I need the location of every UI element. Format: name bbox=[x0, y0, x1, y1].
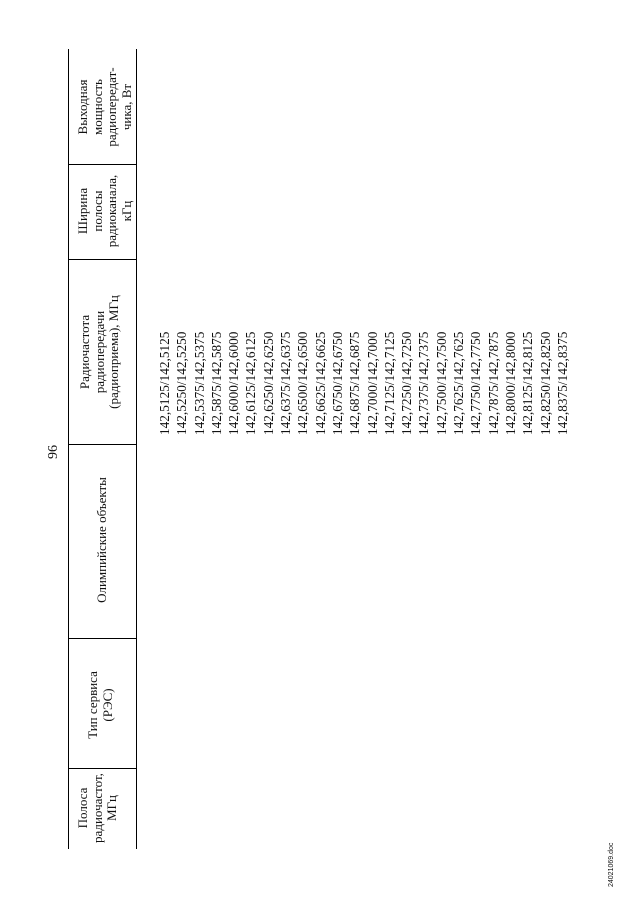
header-olympic-objects: Олимпийские объекты bbox=[94, 477, 109, 603]
frequency-value: 142,8250/142,8250 bbox=[537, 331, 553, 435]
column-divider bbox=[68, 768, 136, 769]
header-output-power: Выходная мощность радиопередат-чика, Вт bbox=[75, 67, 134, 147]
document-filename: 24021069.doc bbox=[608, 842, 615, 887]
frequency-value: 142,7750/142,7750 bbox=[468, 331, 484, 435]
header-service-type: Тип сервиса (РЭС) bbox=[85, 671, 115, 739]
frequency-value: 142,7375/142,7375 bbox=[416, 331, 432, 435]
frequency-value: 142,6875/142,6875 bbox=[347, 331, 363, 435]
header-channel-bandwidth: Ширина полосы радиоканала, кГц bbox=[75, 174, 134, 248]
header-frequency-band: Полоса радиочастот, МГц bbox=[75, 773, 119, 843]
frequency-value: 142,6250/142,6250 bbox=[260, 331, 276, 435]
frequency-value: 142,5250/142,5250 bbox=[174, 331, 190, 435]
frequency-value: 142,6375/142,6375 bbox=[278, 331, 294, 435]
column-divider bbox=[68, 638, 136, 639]
frequency-value: 142,5125/142,5125 bbox=[157, 331, 172, 435]
frequency-value: 142,8000/142,8000 bbox=[502, 331, 518, 435]
frequency-value: 142,8375/142,8375 bbox=[554, 331, 570, 435]
table-header-rule bbox=[136, 49, 137, 849]
frequency-value: 142,5375/142,5375 bbox=[191, 331, 207, 435]
frequency-list bbox=[156, 265, 571, 435]
column-divider bbox=[68, 164, 136, 165]
frequency-value: 142,5875/142,5875 bbox=[208, 331, 224, 435]
frequency-value: 142,6000/142,6000 bbox=[226, 331, 242, 435]
frequency-value: 142,7000/142,7000 bbox=[364, 331, 380, 435]
table-top-rule bbox=[68, 49, 69, 849]
frequency-value: 142,6625/142,6625 bbox=[312, 331, 328, 435]
frequency-value: 142,7625/142,7625 bbox=[451, 331, 467, 435]
frequency-value: 142,8125/142,8125 bbox=[520, 331, 536, 435]
column-divider bbox=[68, 444, 136, 445]
frequency-value: 142,6125/142,6125 bbox=[243, 331, 259, 435]
frequency-value: 142,6500/142,6500 bbox=[295, 331, 311, 435]
frequency-value: 142,7875/142,7875 bbox=[485, 331, 501, 435]
frequency-value: 142,7250/142,7250 bbox=[399, 331, 415, 435]
page-number: 96 bbox=[46, 445, 61, 459]
header-radio-frequency: Радиочастота радиопередачи (радиоприема), МГц bbox=[77, 295, 121, 409]
frequency-value: 142,7125/142,7125 bbox=[381, 331, 397, 435]
frequency-value: 142,6750/142,6750 bbox=[329, 331, 345, 435]
frequency-value: 142,7500/142,7500 bbox=[433, 331, 449, 435]
column-divider bbox=[68, 259, 136, 260]
